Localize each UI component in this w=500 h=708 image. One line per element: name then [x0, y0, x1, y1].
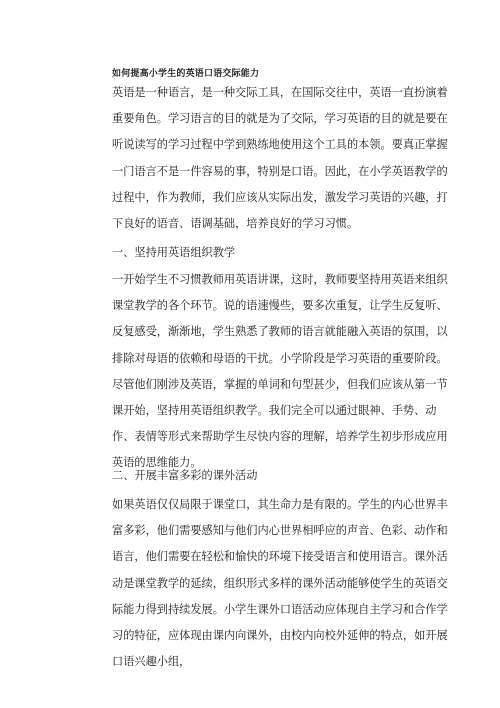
- section-2-text: 如果英语仅仅局限于课堂口，其生命力是有限的。学生的内心世界丰富多彩，他们需要感知与他们内心世界相呼应的声音、色彩、动作和语言，他们需要在轻松和愉快的环境下接受语言和使用语言。课外活动是课堂教学的延续，组织形式多样的课外活动能够使学生的英语交际能力得到持续发展。小学生课外口语活动应体现自主学习和合作学习的特征，应体现由课内向课外，由校内向校外延伸的特点，如开展口语兴趣小组，: [112, 498, 448, 669]
- document-title: 如何提高小学生的英语口语交际能力: [112, 69, 260, 79]
- intro-paragraph: [112, 80, 457, 237]
- intro-text: 英语是一种语言，是一种交际工具，在国际交往中，英语一直扮演着重要角色。学习语言的目的就是为了交际，学习英语的目的就是要在听说读写的学习过程中学到熟练地使用这个工具的本领。要真正掌握一门语言不是一件容易的事，特别是口语。因此，在小学英语教学的过程中，作为教师，我们应该从实际出发，激发学习英语的兴趣，打下良好的语音、语调基础，培养良好的学习习惯。: [112, 86, 448, 231]
- section-1-heading: 一、坚持用英语组织教学: [112, 246, 236, 259]
- section-1-paragraph: [112, 267, 457, 477]
- section-1-text: 一开始学生不习惯教师用英语讲课，这时，教师要坚持用英语来组织课堂教学的各个环节。说的语速慢些，要多次重复，让学生反复听、反复感受，渐渐地，学生熟悉了教师的语言就能融入英语的氛围，以排除对母语的依赖和母语的干扰。小学阶段是学习英语的重要阶段。尽管他们刚涉及英语，掌握的单词和句型甚少，但我们应该从第一节课开始，坚持用英语组织教学。我们完全可以通过眼神、手势、动作、表情等形式来帮助学生尽快内容的理解，培养学生初步形成应用英语的思维能力。: [112, 273, 448, 470]
- section-2-heading: 二、开展丰富多彩的课外活动: [112, 469, 258, 482]
- section-2-paragraph: [112, 492, 457, 675]
